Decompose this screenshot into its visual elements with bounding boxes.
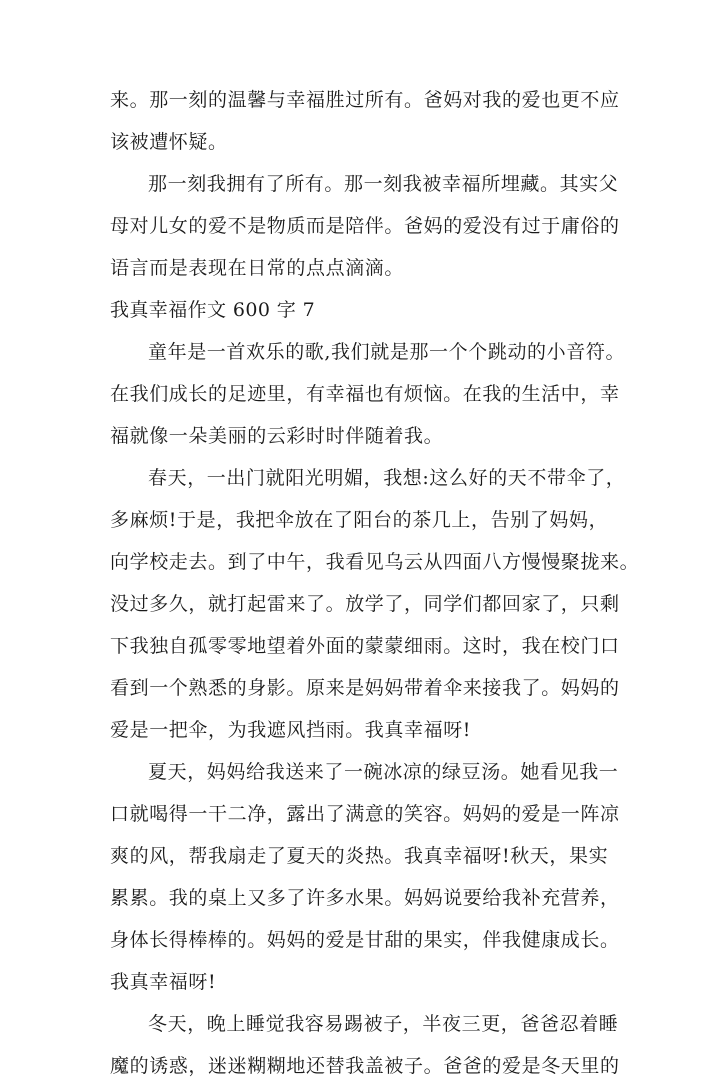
- text-line: 多麻烦!于是，我把伞放在了阳台的茶几上，告别了妈妈，: [110, 509, 609, 531]
- text-line: 下我独自孤零零地望着外面的蒙蒙细雨。这时，我在校门口: [110, 635, 620, 657]
- text-line: 向学校走去。到了中午，我看见乌云从四面八方慢慢聚拢来。: [110, 551, 640, 573]
- text-line: 春天，一出门就阳光明媚，我想:这么好的天不带伞了，: [148, 467, 626, 489]
- text-line: 冬天，晚上睡觉我容易踢被子，半夜三更，爸爸忍着睡: [148, 1013, 619, 1035]
- text-line: 我真幸福呀!: [110, 971, 217, 993]
- text-line: 该被遭怀疑。: [110, 131, 228, 153]
- text-line: 夏天，妈妈给我送来了一碗冰凉的绿豆汤。她看见我一: [148, 761, 619, 783]
- text-line: 魔的诱惑，迷迷糊糊地还替我盖被子。爸爸的爱是冬天里的: [110, 1055, 620, 1077]
- text-line: 来。那一刻的温馨与幸福胜过所有。爸妈对我的爱也更不应: [110, 89, 620, 111]
- text-line: 爽的风，帮我扇走了夏天的炎热。我真幸福呀!秋天，果实: [110, 845, 609, 867]
- text-line: 那一刻我拥有了所有。那一刻我被幸福所埋藏。其实父: [148, 173, 619, 195]
- text-line: 看到一个熟悉的身影。原来是妈妈带着伞来接我了。妈妈的: [110, 677, 620, 699]
- text-line: 在我们成长的足迹里，有幸福也有烦恼。在我的生活中，幸: [110, 383, 620, 405]
- text-line: 童年是一首欢乐的歌,我们就是那一个个跳动的小音符。: [148, 341, 626, 363]
- text-line: 身体长得棒棒的。妈妈的爱是甘甜的果实，伴我健康成长。: [110, 929, 620, 951]
- section-heading: 我真幸福作文 600 字 7: [110, 299, 316, 321]
- text-line: 没过多久，就打起雷来了。放学了，同学们都回家了，只剩: [110, 593, 620, 615]
- text-line: 母对儿女的爱不是物质而是陪伴。爸妈的爱没有过于庸俗的: [110, 215, 620, 237]
- text-line: 福就像一朵美丽的云彩时时伴随着我。: [110, 425, 444, 447]
- text-line: 语言而是表现在日常的点点滴滴。: [110, 257, 405, 279]
- text-line: 口就喝得一干二净，露出了满意的笑容。妈妈的爱是一阵凉: [110, 803, 620, 825]
- text-line: 累累。我的桌上又多了许多水果。妈妈说要给我补充营养，: [110, 887, 620, 909]
- text-line: 爱是一把伞，为我遮风挡雨。我真幸福呀!: [110, 719, 472, 741]
